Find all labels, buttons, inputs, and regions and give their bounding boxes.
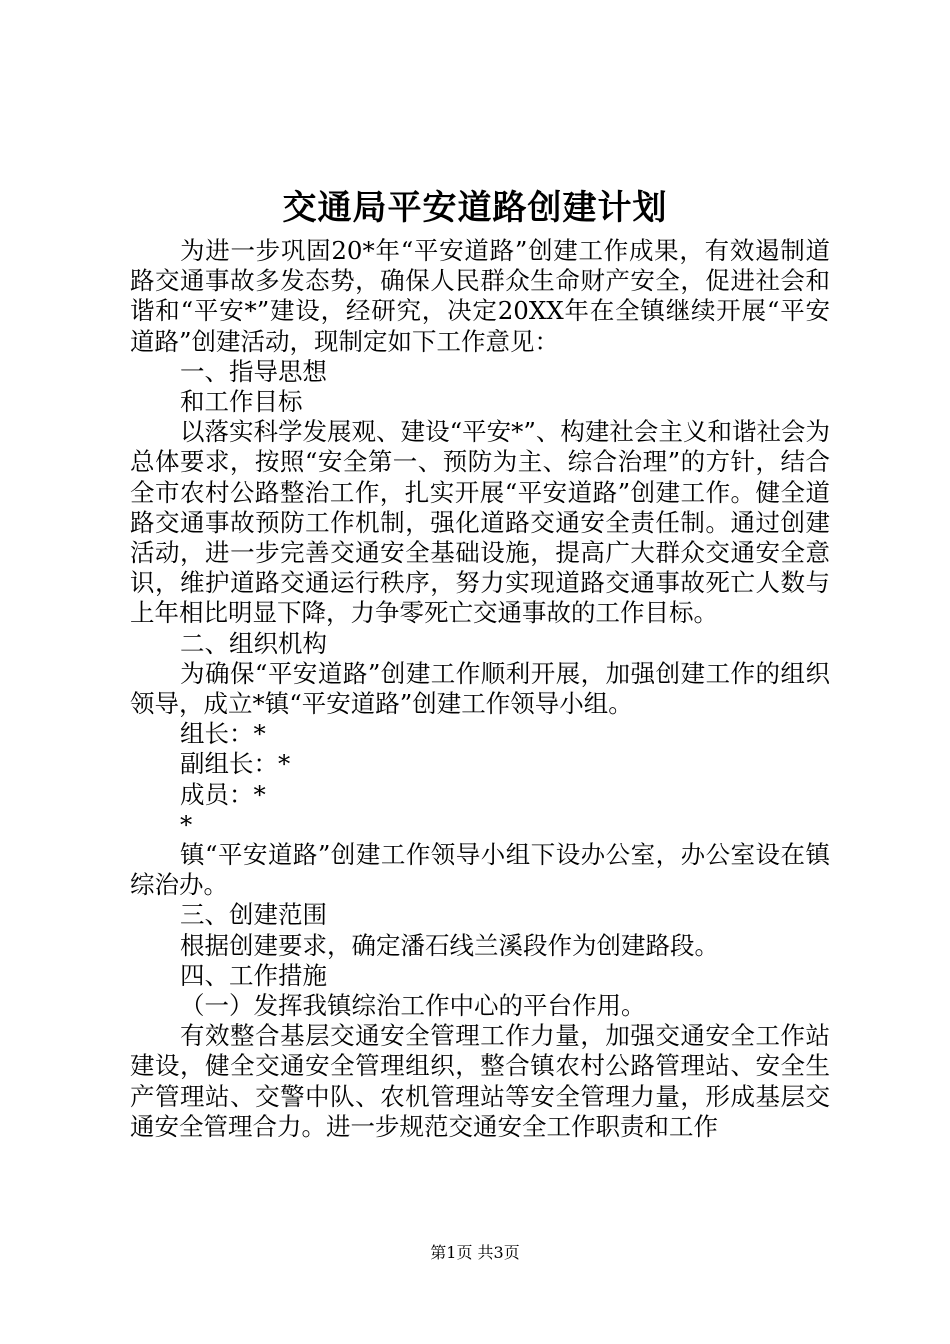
document-title: 交通局平安道路创建计划 (282, 188, 668, 228)
document-body (130, 236, 830, 1142)
paragraph: 为确保“平安道路”创建工作顺利开展，加强创建工作的组织领导，成立*镇“平安道路”创建工作领导小组。 (130, 658, 830, 719)
paragraph: 镇“平安道路”创建工作领导小组下设办公室，办公室设在镇综治办。 (130, 840, 830, 900)
subsection-heading: （一）发挥我镇综治工作中心的平台作用。 (180, 991, 646, 1021)
paragraph: 有效整合基层交通安全管理工作力量，加强交通安全工作站建设，健全交通安全管理组织，整合镇农村公路管理站、安全生产管理站、交警中队、农机管理站等安全管理力量，形成基层交通安全管理合力。进一步规范交通安全工作职责和工作 (130, 1021, 830, 1141)
page-footer: 第1页 共3页 (430, 1243, 520, 1262)
paragraph: 为进一步巩固20*年“平安道路”创建工作成果，有效遏制道路交通事故多发态势，确保人民群众生命财产安全，促进社会和谐和“平安*”建设，经研究，决定20XX年在全镇继续开展“平安道路”创建活动，现制定如下工作意见： (130, 236, 830, 356)
member-line: * (180, 809, 193, 839)
member-line: 副组长：* (180, 749, 291, 779)
section-heading: 三、创建范围 (180, 900, 327, 930)
section-heading: 二、组织机构 (180, 628, 327, 658)
section-heading: 四、工作措施 (180, 960, 327, 990)
member-line: 组长：* (180, 719, 266, 749)
section-heading: 一、指导思想 (180, 356, 327, 386)
section-heading-continued: 和工作目标 (180, 387, 303, 417)
paragraph: 根据创建要求，确定潘石线兰溪段作为创建路段。 (180, 930, 719, 960)
member-line: 成员：* (180, 779, 266, 809)
paragraph: 以落实科学发展观、建设“平安*”、构建社会主义和谐社会为总体要求，按照“安全第一、预防为主、综合治理”的方针，结合全市农村公路整治工作，扎实开展“平安道路”创建工作。健全道路交通事故预防工作机制，强化道路交通安全责任制。通过创建活动，进一步完善交通安全基础设施，提高广大群众交通安全意识，维护道路交通运行秩序，努力实现道路交通事故死亡人数与上年相比明显下降，力争零死亡交通事故的工作目标。 (130, 417, 830, 628)
